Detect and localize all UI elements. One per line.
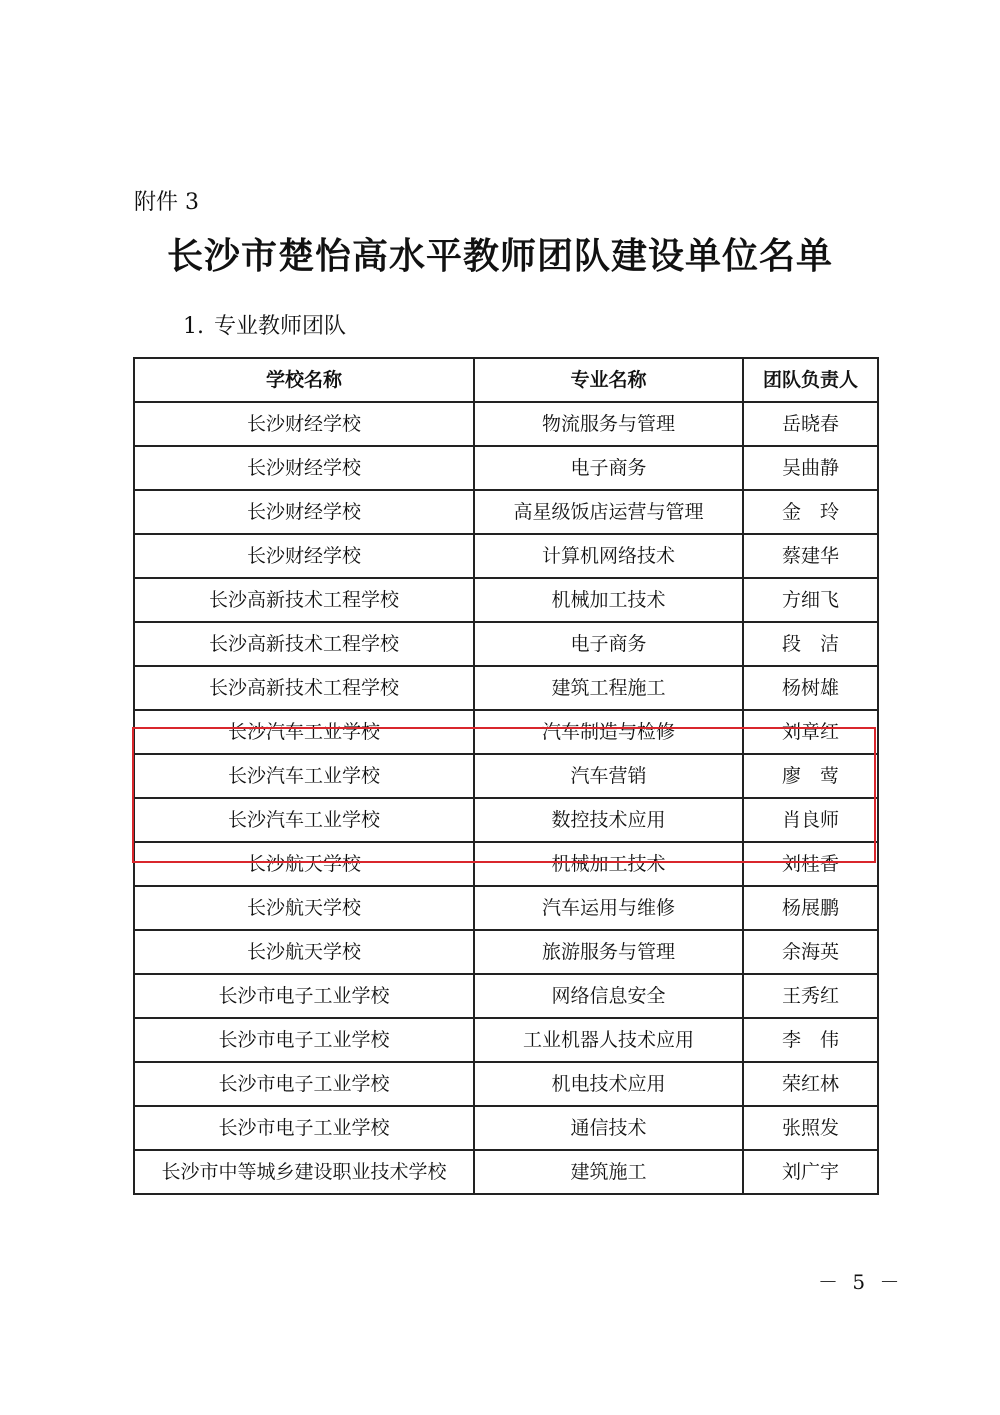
- major-cell: 电子商务: [474, 622, 743, 666]
- section-heading: [183, 312, 346, 342]
- leader-cell: 荣红林: [743, 1062, 878, 1106]
- table-header-row: [134, 358, 878, 402]
- table-row: [134, 1150, 878, 1194]
- major-cell: 数控技术应用: [474, 798, 743, 842]
- header-major-name: 专业名称: [474, 358, 743, 402]
- leader-cell: 刘桂香: [743, 842, 878, 886]
- major-cell: 汽车营销: [474, 754, 743, 798]
- leader-cell: 杨树雄: [743, 666, 878, 710]
- major-cell: 汽车运用与维修: [474, 886, 743, 930]
- school-cell: 长沙汽车工业学校: [134, 754, 474, 798]
- major-cell: 工业机器人技术应用: [474, 1018, 743, 1062]
- school-cell: 长沙航天学校: [134, 930, 474, 974]
- school-cell: 长沙高新技术工程学校: [134, 578, 474, 622]
- major-cell: 物流服务与管理: [474, 402, 743, 446]
- table-row: [134, 930, 878, 974]
- table-row: [134, 1018, 878, 1062]
- table-row: [134, 402, 878, 446]
- leader-cell: 方细飞: [743, 578, 878, 622]
- major-cell: 建筑工程施工: [474, 666, 743, 710]
- table-row-highlighted: [134, 710, 878, 754]
- school-cell: 长沙财经学校: [134, 490, 474, 534]
- school-cell: 长沙市电子工业学校: [134, 1062, 474, 1106]
- major-cell: 通信技术: [474, 1106, 743, 1150]
- school-cell: 长沙市电子工业学校: [134, 974, 474, 1018]
- school-cell: 长沙财经学校: [134, 446, 474, 490]
- leader-cell: 李 伟: [743, 1018, 878, 1062]
- table-row: [134, 974, 878, 1018]
- major-cell: 网络信息安全: [474, 974, 743, 1018]
- major-cell: 计算机网络技术: [474, 534, 743, 578]
- leader-cell: 余海英: [743, 930, 878, 974]
- school-cell: 长沙市电子工业学校: [134, 1018, 474, 1062]
- major-cell: 高星级饭店运营与管理: [474, 490, 743, 534]
- table-row: [134, 446, 878, 490]
- major-cell: 汽车制造与检修: [474, 710, 743, 754]
- table-row: [134, 622, 878, 666]
- leader-cell: 岳晓春: [743, 402, 878, 446]
- major-cell: 建筑施工: [474, 1150, 743, 1194]
- leader-cell: 吴曲静: [743, 446, 878, 490]
- school-cell: 长沙财经学校: [134, 534, 474, 578]
- table-row: [134, 842, 878, 886]
- school-cell: 长沙航天学校: [134, 842, 474, 886]
- major-cell: 机械加工技术: [474, 842, 743, 886]
- leader-cell: 刘广宇: [743, 1150, 878, 1194]
- table-row: [134, 1106, 878, 1150]
- team-list-table: [133, 357, 879, 1195]
- school-cell: 长沙航天学校: [134, 886, 474, 930]
- leader-cell: 刘章红: [743, 710, 878, 754]
- table-row: [134, 534, 878, 578]
- school-cell: 长沙高新技术工程学校: [134, 622, 474, 666]
- leader-cell: 张照发: [743, 1106, 878, 1150]
- school-cell: 长沙市电子工业学校: [134, 1106, 474, 1150]
- section-number: 1.: [183, 314, 204, 339]
- document-title: 长沙市楚怡高水平教师团队建设单位名单: [166, 236, 833, 277]
- school-cell: 长沙高新技术工程学校: [134, 666, 474, 710]
- table-row: [134, 578, 878, 622]
- table-row-highlighted: [134, 798, 878, 842]
- leader-cell: 肖良师: [743, 798, 878, 842]
- section-title: 专业教师团队: [214, 314, 347, 339]
- page-number: － 5 －: [818, 1270, 904, 1294]
- table-row: [134, 490, 878, 534]
- header-school-name: 学校名称: [134, 358, 474, 402]
- major-cell: 机械加工技术: [474, 578, 743, 622]
- major-cell: 电子商务: [474, 446, 743, 490]
- table-row-highlighted: [134, 754, 878, 798]
- school-cell: 长沙汽车工业学校: [134, 710, 474, 754]
- header-team-leader: 团队负责人: [743, 358, 878, 402]
- leader-cell: 廖 莺: [743, 754, 878, 798]
- table-row: [134, 1062, 878, 1106]
- leader-cell: 王秀红: [743, 974, 878, 1018]
- table-row: [134, 886, 878, 930]
- school-cell: 长沙汽车工业学校: [134, 798, 474, 842]
- leader-cell: 杨展鹏: [743, 886, 878, 930]
- table-row: [134, 666, 878, 710]
- major-cell: 机电技术应用: [474, 1062, 743, 1106]
- attachment-label: 附件 3: [134, 190, 199, 215]
- school-cell: 长沙财经学校: [134, 402, 474, 446]
- leader-cell: 金 玲: [743, 490, 878, 534]
- leader-cell: 蔡建华: [743, 534, 878, 578]
- school-cell: 长沙市中等城乡建设职业技术学校: [134, 1150, 474, 1194]
- leader-cell: 段 洁: [743, 622, 878, 666]
- major-cell: 旅游服务与管理: [474, 930, 743, 974]
